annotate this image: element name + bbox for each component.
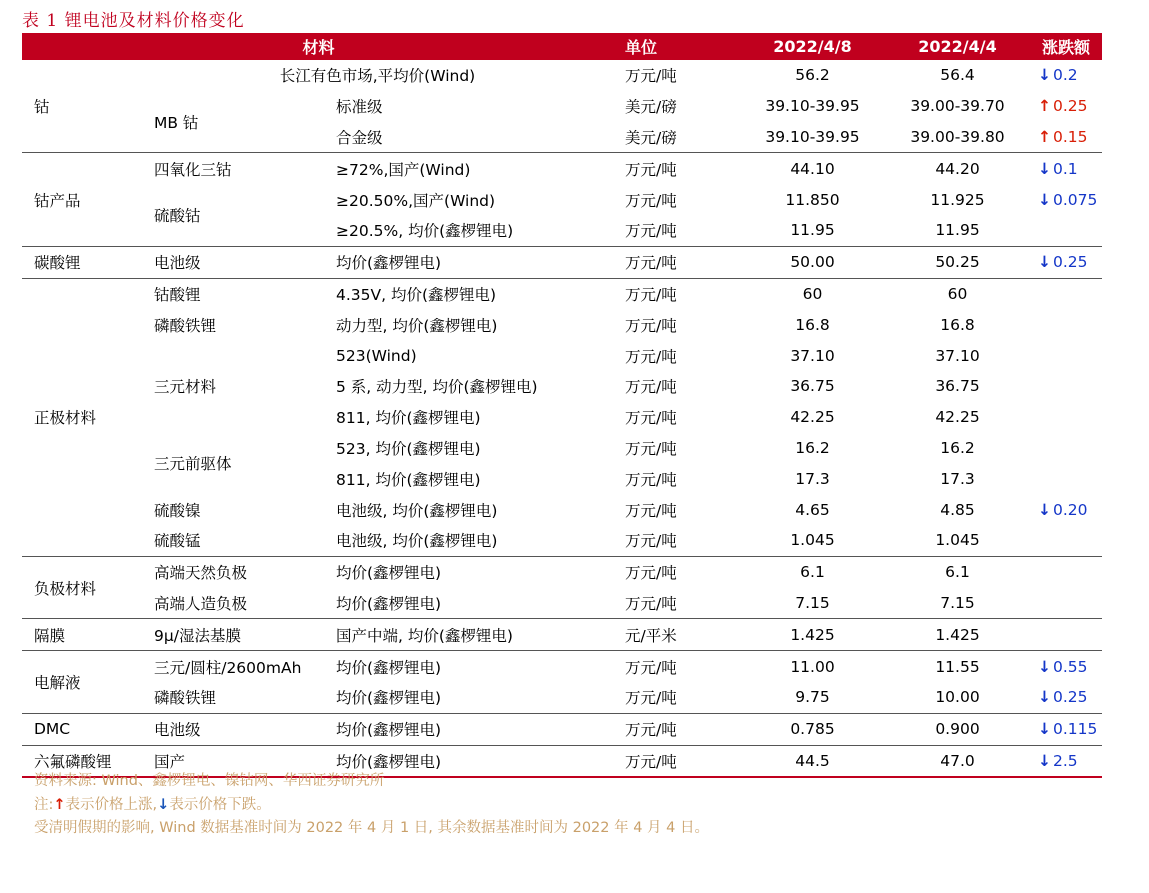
change-value: 0.55 <box>1053 657 1088 676</box>
spec-cell: 均价(鑫椤锂电) <box>330 745 615 777</box>
unit-cell: 万元/吨 <box>615 556 740 587</box>
category-cell: 六氟磷酸锂 <box>22 745 140 777</box>
category-cell: 正极材料 <box>22 278 140 556</box>
category-cell: 负极材料 <box>22 556 140 619</box>
price-previous: 39.00-39.70 <box>910 97 1005 116</box>
arrow-down-icon: ↓ <box>1038 688 1051 707</box>
unit-cell: 元/平米 <box>615 619 740 651</box>
category-cell: 隔膜 <box>22 619 140 651</box>
price-previous: 6.1 <box>885 556 1030 587</box>
change-cell <box>1030 556 1102 587</box>
spec-cell: ≥20.5%, 均价(鑫椤锂电) <box>336 222 514 241</box>
change-cell <box>1030 122 1102 153</box>
change-cell <box>1030 60 1102 91</box>
table-row <box>22 278 1102 309</box>
category-cell: DMC <box>22 713 140 745</box>
change-value: 2.5 <box>1053 751 1078 770</box>
spec-cell: 国产中端, 均价(鑫椤锂电) <box>330 619 615 651</box>
price-current: 16.2 <box>795 438 830 457</box>
subcategory-cell: 硫酸钴 <box>154 206 201 225</box>
price-previous: 0.900 <box>885 713 1030 745</box>
change-cell <box>1030 588 1102 619</box>
price-previous: 44.20 <box>885 153 1030 184</box>
spec-cell: ≥20.50%,国产(Wind) <box>336 191 496 210</box>
change-value: 0.1 <box>1053 159 1078 178</box>
subcategory-cell: 硫酸锰 <box>154 532 201 551</box>
unit-cell: 万元/吨 <box>625 689 677 708</box>
category-cell: 电解液 <box>22 651 140 714</box>
note-up: 表示价格上涨, <box>65 796 158 813</box>
price-previous: 1.425 <box>885 619 1030 651</box>
subcategory-cell: MB 钴 <box>154 113 199 132</box>
price-previous: 47.0 <box>885 745 1030 777</box>
table-row <box>22 153 1102 184</box>
price-current: 4.65 <box>795 500 830 519</box>
arrow-down-icon: ↓ <box>1038 720 1051 739</box>
subcategory-cell: 三元材料 <box>154 378 217 397</box>
table-row <box>22 494 1102 525</box>
change-cell <box>1030 433 1102 464</box>
price-previous: 4.85 <box>940 500 975 519</box>
table-row <box>22 184 1102 215</box>
table-row <box>22 309 1102 340</box>
price-previous: 42.25 <box>935 408 980 427</box>
price-previous: 37.10 <box>935 346 980 365</box>
price-previous: 11.55 <box>885 651 1030 682</box>
arrow-down-icon: ↓ <box>1038 159 1051 178</box>
subcategory-cell: 高端人造负极 <box>154 594 248 613</box>
change-cell <box>1030 525 1102 556</box>
price-previous: 1.045 <box>935 531 980 550</box>
unit-cell: 万元/吨 <box>625 594 677 613</box>
subcategory-cell: 电池级 <box>140 713 330 745</box>
spec-cell: ≥72%,国产(Wind) <box>330 153 615 184</box>
spec-cell: 均价(鑫椤锂电) <box>330 246 615 278</box>
change-value: 0.075 <box>1053 190 1098 209</box>
price-previous: 36.75 <box>935 377 980 396</box>
change-cell <box>1030 745 1102 777</box>
spec-cell: 均价(鑫椤锂电) <box>336 594 442 613</box>
change-value: 0.20 <box>1053 500 1088 519</box>
change-value: 0.25 <box>1053 97 1088 116</box>
spec-cell: 均价(鑫椤锂电) <box>330 556 615 587</box>
price-current: 16.8 <box>795 315 830 334</box>
change-value: 0.2 <box>1053 66 1078 85</box>
header-row <box>22 33 1102 60</box>
header-unit: 单位 <box>615 33 740 60</box>
spec-cell: 电池级, 均价(鑫椤锂电) <box>336 501 498 520</box>
header-date2: 2022/4/4 <box>885 33 1030 60</box>
price-current: 6.1 <box>740 556 885 587</box>
subcategory-cell: 电池级 <box>140 246 330 278</box>
spec-cell: 811, 均价(鑫椤锂电) <box>336 470 481 489</box>
price-previous: 16.8 <box>940 315 975 334</box>
note-down: 表示价格下跌。 <box>169 796 271 813</box>
unit-cell: 万元/吨 <box>615 278 740 309</box>
price-current: 37.10 <box>790 346 835 365</box>
table-row <box>22 340 1102 371</box>
subcategory-cell: 三元/圆柱/2600mAh <box>140 651 330 682</box>
change-cell <box>1030 340 1102 371</box>
price-previous: 7.15 <box>940 593 975 612</box>
unit-cell: 万元/吨 <box>625 316 677 335</box>
change-cell <box>1030 278 1102 309</box>
price-current: 11.00 <box>740 651 885 682</box>
change-value: 0.25 <box>1053 253 1088 272</box>
change-cell <box>1030 184 1102 215</box>
price-current: 11.95 <box>790 221 835 240</box>
unit-cell: 万元/吨 <box>625 347 677 366</box>
spec-cell: 均价(鑫椤锂电) <box>336 689 442 708</box>
change-cell <box>1030 651 1102 682</box>
arrow-down-icon: ↓ <box>157 796 170 813</box>
table-title: 表 1 锂电池及材料价格变化 <box>22 11 245 31</box>
unit-cell: 万元/吨 <box>625 409 677 428</box>
price-previous: 11.925 <box>930 190 985 209</box>
unit-cell: 万元/吨 <box>625 222 677 241</box>
unit-cell: 万元/吨 <box>625 191 677 210</box>
spec-cell: 811, 均价(鑫椤锂电) <box>336 409 481 428</box>
unit-cell: 万元/吨 <box>615 246 740 278</box>
arrow-down-icon: ↓ <box>1038 190 1051 209</box>
unit-cell: 万元/吨 <box>625 439 677 458</box>
price-previous: 60 <box>885 278 1030 309</box>
price-previous: 50.25 <box>885 246 1030 278</box>
unit-cell: 万元/吨 <box>615 153 740 184</box>
price-previous: 17.3 <box>940 469 975 488</box>
table-row <box>22 556 1102 587</box>
spec-cell: 5 系, 动力型, 均价(鑫椤锂电) <box>336 378 538 397</box>
notes <box>34 770 709 841</box>
change-cell <box>1030 682 1102 713</box>
subcategory-cell: 三元前驱体 <box>154 455 232 474</box>
table-row <box>22 433 1102 464</box>
unit-cell: 万元/吨 <box>625 470 677 489</box>
subcategory-cell: 磷酸铁锂 <box>154 689 217 708</box>
arrow-down-icon: ↓ <box>1038 253 1051 272</box>
category-cell: 碳酸锂 <box>22 246 140 278</box>
category-cell: 钴 <box>34 98 50 117</box>
price-current: 44.10 <box>740 153 885 184</box>
unit-cell: 美元/磅 <box>625 128 677 147</box>
header-date1: 2022/4/8 <box>740 33 885 60</box>
arrow-down-icon: ↓ <box>1038 66 1051 85</box>
table-row <box>22 91 1102 122</box>
spec-cell: 523, 均价(鑫椤锂电) <box>336 439 481 458</box>
price-current: 39.10-39.95 <box>765 127 860 146</box>
unit-cell: 万元/吨 <box>615 745 740 777</box>
header-change: 涨跌额 <box>1030 33 1102 60</box>
change-cell <box>1030 713 1102 745</box>
price-previous: 16.2 <box>940 438 975 457</box>
subcategory-cell: 四氧化三钴 <box>140 153 330 184</box>
change-cell <box>1030 619 1102 651</box>
change-cell <box>1030 371 1102 402</box>
change-cell <box>1030 402 1102 433</box>
price-current: 50.00 <box>740 246 885 278</box>
category-cell: 钴产品 <box>22 153 140 246</box>
unit-cell: 万元/吨 <box>625 532 677 551</box>
price-current: 7.15 <box>795 593 830 612</box>
price-previous: 39.00-39.80 <box>910 127 1005 146</box>
spec-cell: 动力型, 均价(鑫椤锂电) <box>336 316 498 335</box>
change-cell <box>1030 215 1102 246</box>
change-value: 0.25 <box>1053 688 1088 707</box>
price-table <box>22 33 1102 778</box>
change-cell <box>1030 91 1102 122</box>
unit-cell: 万元/吨 <box>615 651 740 682</box>
subcategory-cell: 9μ/湿法基膜 <box>140 619 330 651</box>
unit-cell: 万元/吨 <box>615 713 740 745</box>
price-previous: 10.00 <box>935 688 980 707</box>
price-current: 1.425 <box>740 619 885 651</box>
arrow-up-icon: ↑ <box>1038 127 1051 146</box>
price-current: 60 <box>740 278 885 309</box>
unit-cell: 万元/吨 <box>625 501 677 520</box>
unit-cell: 万元/吨 <box>625 378 677 397</box>
spec-cell: 4.35V, 均价(鑫椤锂电) <box>330 278 615 309</box>
subcategory-cell: 磷酸铁锂 <box>154 316 217 335</box>
table-row <box>22 60 1102 91</box>
table-row <box>22 588 1102 619</box>
change-cell <box>1030 494 1102 525</box>
source-note: 资料来源: Wind、鑫椤锂电、镍钴网、华西证券研究所 <box>34 773 385 789</box>
legend-note <box>34 794 709 818</box>
price-current: 39.10-39.95 <box>765 97 860 116</box>
arrow-up-icon: ↑ <box>1038 97 1051 116</box>
price-current: 11.850 <box>785 190 840 209</box>
table-row <box>22 713 1102 745</box>
price-current: 1.045 <box>790 531 835 550</box>
spec-cell: 均价(鑫椤锂电) <box>330 651 615 682</box>
arrow-down-icon: ↓ <box>1038 751 1051 770</box>
subcategory-cell: 硫酸镍 <box>154 501 201 520</box>
change-cell <box>1030 153 1102 184</box>
table-row <box>22 525 1102 556</box>
price-current: 9.75 <box>795 688 830 707</box>
price-current: 42.25 <box>790 408 835 427</box>
spec-cell: 合金级 <box>336 128 383 147</box>
price-current: 44.5 <box>740 745 885 777</box>
spec-cell: 电池级, 均价(鑫椤锂电) <box>336 532 498 551</box>
spec-cell: 均价(鑫椤锂电) <box>330 713 615 745</box>
header-material: 材料 <box>22 33 615 60</box>
price-current: 56.2 <box>795 66 830 85</box>
price-current: 36.75 <box>790 377 835 396</box>
unit-cell: 万元/吨 <box>625 67 677 86</box>
price-current: 17.3 <box>795 469 830 488</box>
holiday-note: 受清明假期的影响, Wind 数据基准时间为 2022 年 4 月 1 日, 其余数据基准时间为 2022 年 4 月 4 日。 <box>34 820 709 836</box>
price-previous: 11.95 <box>935 221 980 240</box>
table-row <box>22 651 1102 682</box>
arrow-down-icon: ↓ <box>1038 657 1051 676</box>
change-cell <box>1030 309 1102 340</box>
table-row <box>22 619 1102 651</box>
arrow-down-icon: ↓ <box>1038 500 1051 519</box>
change-cell <box>1030 463 1102 494</box>
arrow-up-icon: ↑ <box>53 796 66 813</box>
unit-cell: 美元/磅 <box>625 98 677 117</box>
note-prefix: 注: <box>34 796 54 813</box>
change-value: 0.115 <box>1053 720 1098 739</box>
spec-cell: 523(Wind) <box>336 346 417 365</box>
subcategory-cell: 高端天然负极 <box>140 556 330 587</box>
table-row <box>22 246 1102 278</box>
subcategory-cell: 钴酸锂 <box>140 278 330 309</box>
change-value: 0.15 <box>1053 127 1088 146</box>
spec-cell: 标准级 <box>336 98 383 117</box>
price-previous: 56.4 <box>940 66 975 85</box>
subcategory-cell: 国产 <box>140 745 330 777</box>
change-cell <box>1030 246 1102 278</box>
table-row <box>22 682 1102 713</box>
price-current: 0.785 <box>740 713 885 745</box>
spec-cell: 长江有色市场,平均价(Wind) <box>279 67 476 86</box>
